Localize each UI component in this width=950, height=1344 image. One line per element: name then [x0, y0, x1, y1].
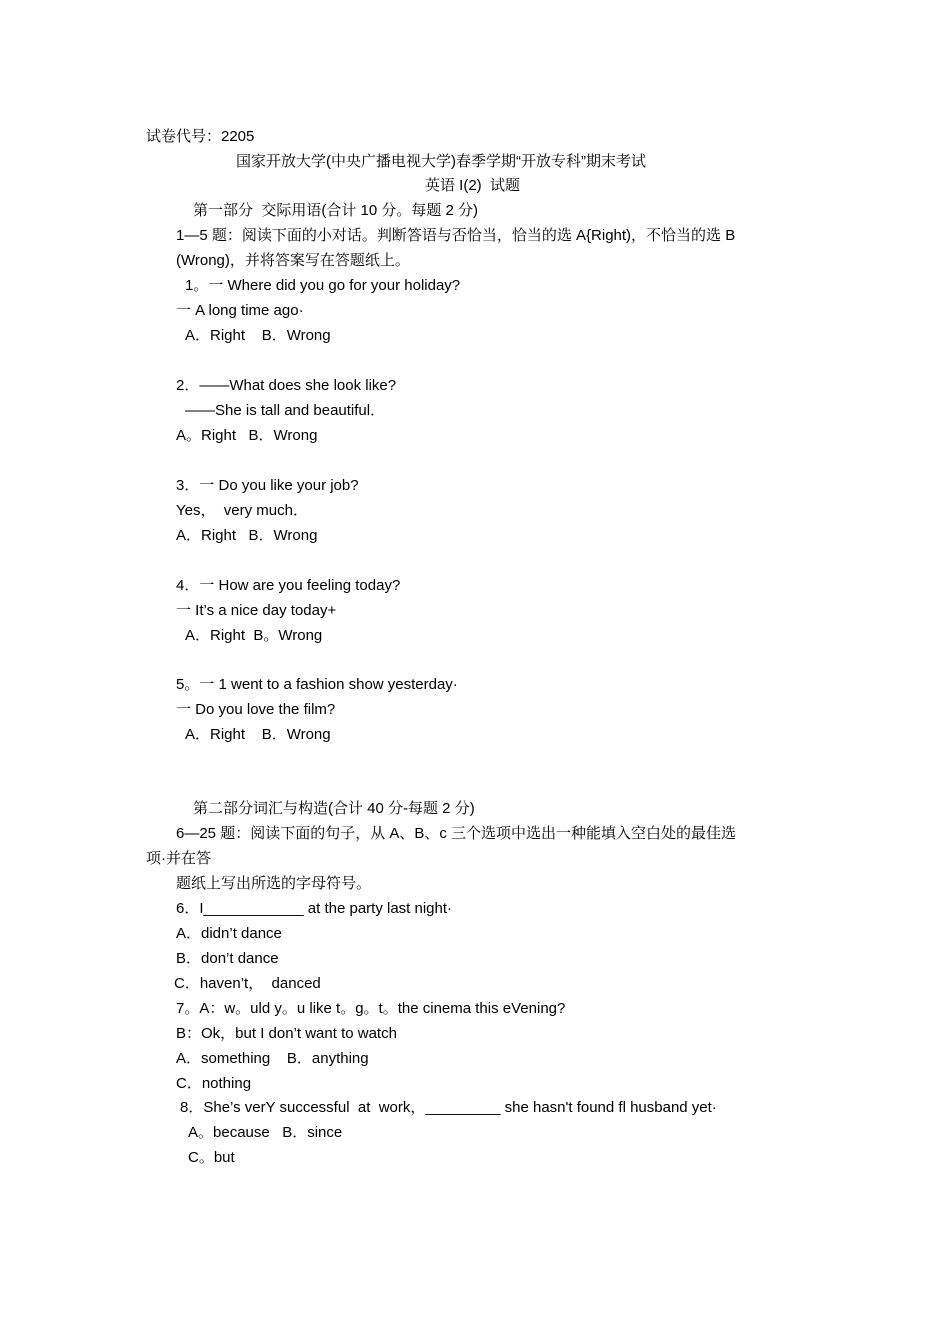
q6-option-a: A．didn’t dance	[176, 925, 282, 942]
university-title: 国家开放大学(中央广播电视大学)春季学期“开放专科”期末考试	[236, 153, 646, 170]
part1-heading: 第一部分 交际用语(合计 10 分。每题 2 分)	[193, 202, 479, 219]
q7-stem: 7。A：w。uld y。u like t。g。t。the cinema this eVening?	[176, 1000, 566, 1017]
q7-options-ab: A．something B．anything	[176, 1050, 369, 1067]
q7-reply: B：Ok，but I don’t want to watch	[176, 1025, 397, 1042]
subject-title: 英语 I(2) 试题	[425, 177, 521, 194]
part2-heading: 第二部分词汇与构造(合计 40 分-每题 2 分)	[193, 800, 475, 817]
q3-prompt: 3．一 Do you like your job?	[176, 477, 359, 494]
q3-response: Yes， very much．	[176, 502, 308, 519]
q1-response: 一 A long time ago·	[176, 302, 304, 319]
part1-instruction: 1—5 题：阅读下面的小对话。判断答语与否恰当，恰当的选 A{Right)，不恰当的选 B	[176, 227, 736, 244]
q2-response: ——She is tall and beautiful．	[185, 402, 386, 419]
part1-instruction-cont: (Wrong)，并将答案写在答题纸上。	[176, 252, 410, 269]
q8-options-ab: A。because B．since	[188, 1124, 343, 1141]
part2-instruction-cont: 项·并在答	[146, 850, 211, 867]
q2-options: A。Right B．Wrong	[176, 427, 318, 444]
q3-options: A．Right B．Wrong	[176, 527, 318, 544]
q6-option-c: C．haven’t， danced	[174, 975, 321, 992]
q8-option-c: C。but	[188, 1149, 235, 1166]
part2-instruction: 6—25 题：阅读下面的句子，从 A、B、c 三个选项中选出一种能填入空白处的最佳选	[176, 825, 737, 842]
q5-prompt: 5。一 1 went to a fashion show yesterday·	[176, 676, 458, 693]
q4-response: 一 It’s a nice day today+	[176, 602, 337, 619]
q7-option-c: C．nothing	[176, 1075, 252, 1092]
exam-code: 试卷代号：2205	[146, 128, 255, 145]
q2-prompt: 2．——What does she look like?	[176, 377, 397, 394]
q6-option-b: B．don’t dance	[176, 950, 279, 967]
part2-instruction-end: 题纸上写出所选的字母符号。	[176, 875, 372, 892]
q8-stem: 8．She’s verY successful at work，_________ she hasn't found fl husband yet·	[180, 1099, 717, 1116]
q5-options: A．Right B．Wrong	[185, 726, 331, 743]
q5-response: 一 Do you love the film?	[176, 701, 336, 718]
q1-prompt: 1。一 Where did you go for your holiday?	[185, 277, 461, 294]
q4-options: A．Right B。Wrong	[185, 627, 323, 644]
q4-prompt: 4．一 How are you feeling today?	[176, 577, 401, 594]
q1-options: A．Right B．Wrong	[185, 327, 331, 344]
q6-stem: 6．I____________ at the party last night·	[176, 900, 453, 917]
